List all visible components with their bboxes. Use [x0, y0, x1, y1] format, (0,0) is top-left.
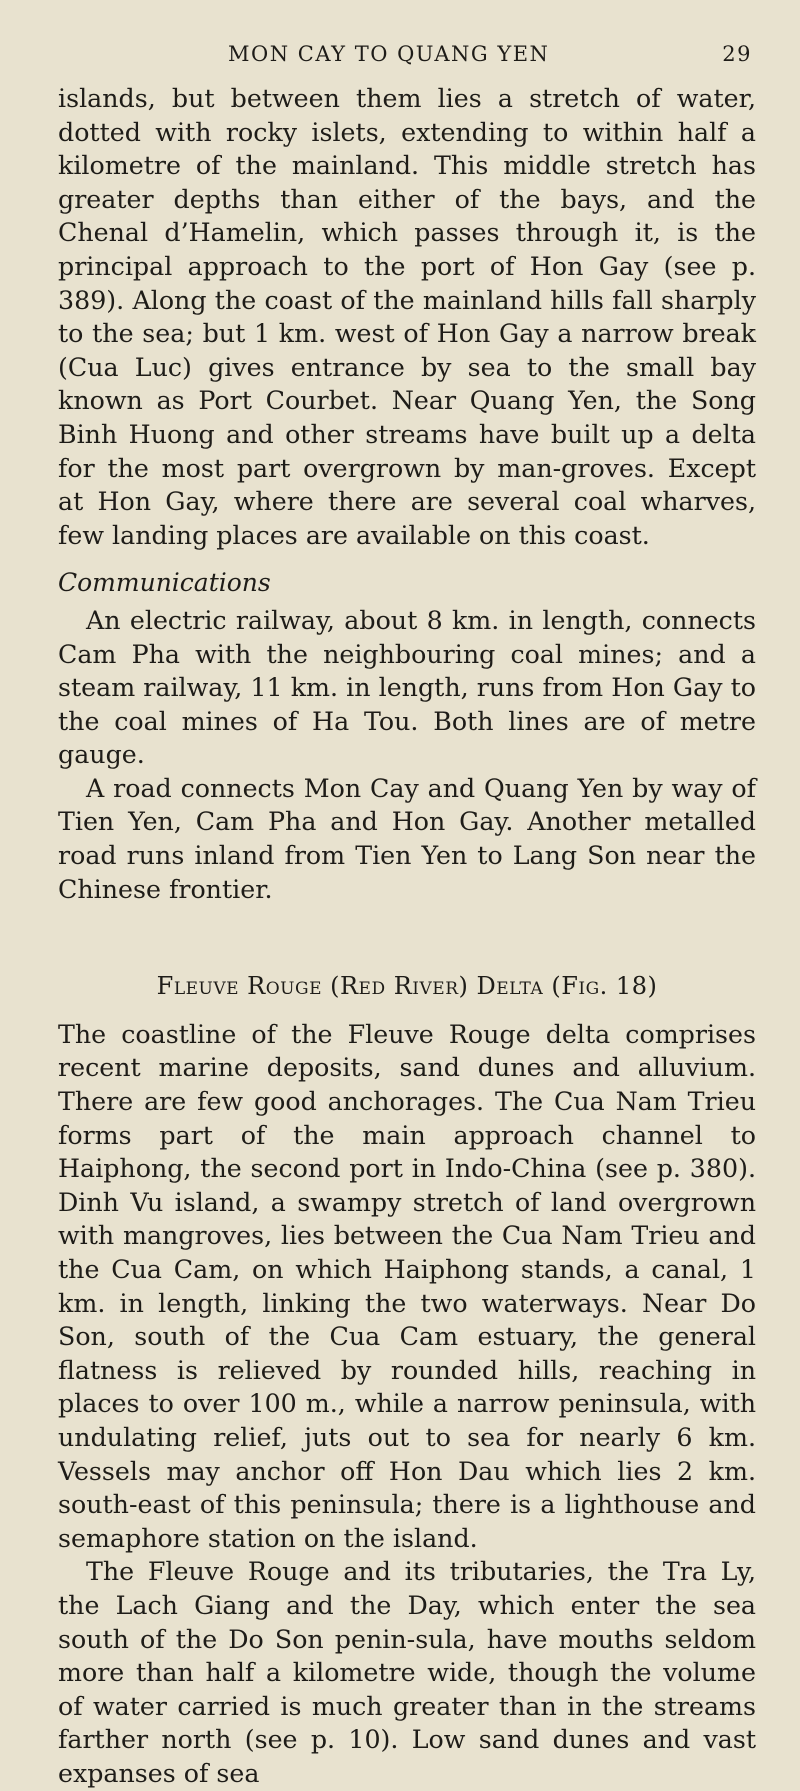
section-heading-fleuve-rouge: Fleuve Rouge (Red River) Delta (Fig. 18)	[156, 972, 658, 1001]
paragraph-coastline: The coastline of the Fleuve Rouge delta comprises recent marine deposits, sand dunes and alluvium. There are few good anchorages. The Cua Nam Trieu forms part of the main approach channel to Haiphong, the second port in Indo-China (see p. 380). Dinh Vu island, a swampy stretch of land overgrown with mangroves, lies between the Cua Nam Trieu and the Cua Cam, on which Haiphong stands, a canal, 1 km. in length, linking the two waterways. Near Do Son, south of the Cua Cam estuary, the general flatness is relieved by rounded hills, reaching in places to over 100 m., while a narrow peninsula, with undulating relief, juts out to sea for nearly 6 km. Vessels may anchor off Hon Dau which lies 2 km. south-east of this peninsula; there is a lighthouse and semaphore station on the island.	[58, 1019, 756, 1553]
running-head	[58, 42, 756, 82]
paragraph-islands: islands, but between them lies a stretch of water, dotted with rocky islets, extending to within half a kilometre of the mainland. This middle stretch has greater depths than either of the bays, and the Chenal d’Hamelin, which passes through it, is the principal approach to the port of Hon Gay (see p. 389). Along the coast of the mainland hills fall sharply to the sea; but 1 km. west of Hon Gay a narrow break (Cua Luc) gives entrance by sea to the small bay known as Port Courbet. Near Quang Yen, the Song Binh Huong and other streams have built up a delta for the most part overgrown by man-groves. Except at Hon Gay, where there are several coal wharves, few landing places are available on this coast.	[58, 84, 756, 550]
page-number: 29	[722, 42, 752, 66]
running-title: MON CAY TO QUANG YEN	[228, 42, 550, 66]
paragraph-road: A road connects Mon Cay and Quang Yen by way of Tien Yen, Cam Pha and Hon Gay. Another metalled road runs inland from Tien Yen to Lang Son near the Chinese frontier.	[58, 773, 756, 904]
paragraph-railway: An electric railway, about 8 km. in length, connects Cam Pha with the neighbouring coal mines; and a steam railway, 11 km. in length, runs from Hon Gay to the coal mines of Ha Tou. Both lines are of metre gauge.	[58, 605, 756, 770]
paragraph-tributaries: The Fleuve Rouge and its tributaries, the Tra Ly, the Lach Giang and the Day, which enter the sea south of the Do Son penin-sula, have mouths seldom more than half a kilometre wide, though the volume of water carried is much greater than in the streams farther north (see p. 10). Low sand dunes and vast expanses of sea	[58, 1557, 756, 1788]
communications-heading: Communications	[58, 568, 271, 598]
